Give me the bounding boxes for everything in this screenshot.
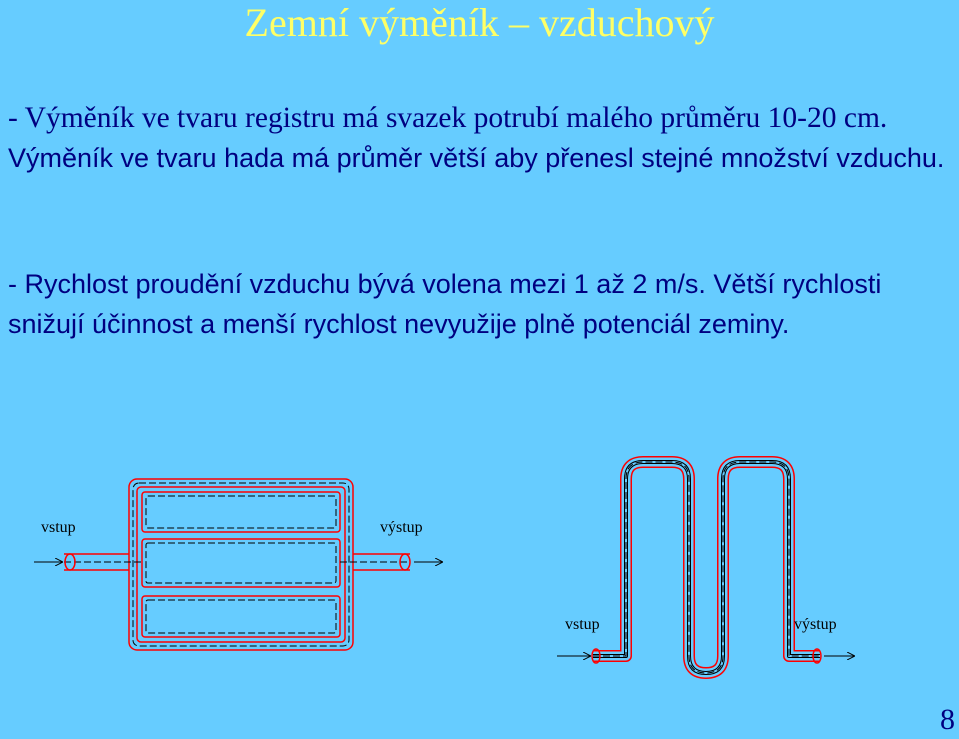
register-chamber-top (142, 492, 340, 532)
paragraph-2-sans-text: - Rychlost proudění vzduchu bývá volena mezi 1 až 2 m/s. (8, 269, 714, 299)
register-exchanger-diagram (34, 479, 442, 650)
paragraph-pipe-diameter (8, 98, 948, 178)
register-chamber-bottom (142, 596, 340, 637)
slide-title: Zemní výměník – vzduchový (244, 0, 715, 45)
paragraph-2-sans-text-2: Větší rychlosti snižují účinnost a menší rychlost nevyužije plně potenciál zeminy. (8, 269, 882, 339)
paragraph-1-sans-text: Výměník ve tvaru hada má průměr větší aby přenesl stejné množství vzduchu. (8, 143, 945, 173)
snake-outlet-label: výstup (794, 616, 837, 633)
register-chamber-middle (142, 539, 340, 587)
paragraph-air-velocity (8, 264, 948, 344)
register-inlet-pipe (34, 554, 142, 570)
register-inlet-label: vstup (41, 519, 76, 536)
snake-exchanger-diagram (557, 462, 854, 673)
register-outlet-label: výstup (380, 519, 423, 536)
exchanger-diagrams (0, 440, 959, 680)
paragraph-1-serif-text: - Výměník ve tvaru registru má svazek potrubí malého průměru 10-20 cm. (8, 102, 888, 134)
snake-inlet-label: vstup (565, 616, 600, 633)
page-number: 8 (940, 703, 955, 736)
register-outlet-pipe (340, 554, 442, 570)
